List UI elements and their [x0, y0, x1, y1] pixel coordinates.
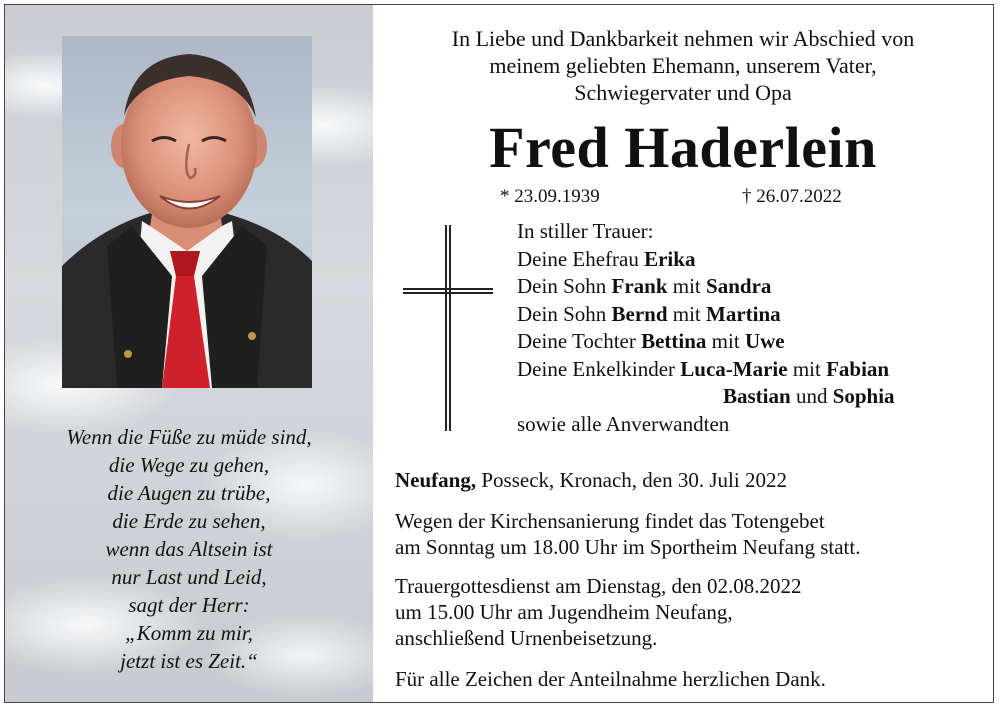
mourner-relation: Deine Enkelkinder — [517, 356, 681, 381]
left-panel — [5, 5, 373, 702]
poem-line: die Augen zu trübe, — [107, 481, 271, 505]
intro-line: In Liebe und Dankbarkeit nehmen wir Abschied von — [451, 26, 915, 51]
place-rest: Posseck, Kronach, den 30. Juli 2022 — [476, 468, 787, 492]
mourner-name: Bastian — [723, 384, 791, 408]
mourner-join: mit — [667, 301, 707, 326]
deceased-name: Fred Haderlein — [489, 115, 877, 180]
poem-line: nur Last und Leid, — [111, 565, 267, 589]
mourner-relation: Dein Sohn — [517, 274, 612, 298]
birth-date: * 23.09.1939 — [500, 186, 600, 207]
mourner-name: Erika — [644, 246, 696, 271]
service-line: Trauergottesdienst am Dienstag, den 02.08.2022 — [395, 574, 802, 598]
place-date-line — [395, 467, 787, 493]
mourner-join: mit — [667, 274, 707, 298]
portrait-illustration — [62, 36, 312, 388]
mourner-join: mit — [706, 329, 745, 353]
mourners-list — [517, 218, 895, 438]
mourner-name: Bettina — [641, 329, 707, 353]
place-bold: Neufang, — [395, 468, 477, 492]
mourner-join: mit — [787, 356, 827, 381]
poem-line: jetzt ist es Zeit.“ — [120, 649, 258, 673]
death-date: † 26.07.2022 — [742, 186, 842, 207]
portrait-photo — [62, 36, 312, 388]
mourner-row — [517, 246, 895, 274]
right-panel — [373, 5, 993, 702]
mourner-partner: Martina — [706, 301, 781, 326]
poem-line: „Komm zu mir, — [125, 621, 253, 645]
mourner-name: Frank — [611, 274, 668, 298]
intro-line: meinem geliebten Ehemann, unserem Vater, — [489, 53, 877, 78]
poem-line: die Erde zu sehen, — [112, 509, 266, 533]
mourner-name: Bernd — [611, 301, 668, 326]
prayer-notice — [395, 508, 860, 560]
poem-line: Wenn die Füße zu müde sind, — [66, 425, 312, 449]
intro-line: Schwiegervater und Opa — [574, 80, 792, 105]
poem — [5, 423, 373, 675]
obituary-notice — [4, 4, 994, 703]
mourner-join: und — [790, 384, 833, 408]
mourner-row — [517, 273, 895, 301]
poem-line: die Wege zu gehen, — [108, 453, 270, 477]
mourner-row — [517, 301, 895, 329]
poem-line: sagt der Herr: — [128, 593, 250, 617]
mourner-partner: Sophia — [832, 384, 895, 408]
poem-line: wenn das Altsein ist — [105, 537, 273, 561]
mourner-row — [517, 383, 895, 411]
service-line: anschließend Urnenbeisetzung. — [395, 626, 658, 650]
mourner-relation: Deine Ehefrau — [517, 246, 645, 271]
mourners-closing: sowie alle Anverwandten — [517, 411, 730, 436]
mourner-row — [517, 356, 895, 384]
mourner-relation: Dein Sohn — [517, 301, 612, 326]
thanks-line: Für alle Zeichen der Anteilnahme herzlichen Dank. — [395, 667, 826, 691]
mourners-heading: In stiller Trauer: — [517, 219, 654, 243]
prayer-line: Wegen der Kirchensanierung findet das Totengebet — [395, 509, 825, 533]
service-line: um 15.00 Uhr am Jugendheim Neufang, — [395, 600, 733, 624]
service-notice — [395, 573, 802, 651]
mourner-partner: Uwe — [744, 329, 785, 353]
mourner-partner: Fabian — [826, 356, 890, 381]
cross-icon — [403, 225, 493, 431]
mourner-row — [517, 328, 895, 356]
mourner-relation: Deine Tochter — [517, 329, 642, 353]
mourner-name: Luca-Marie — [680, 356, 788, 381]
prayer-line: am Sonntag um 18.00 Uhr im Sportheim Neufang statt. — [395, 535, 861, 559]
intro-text — [373, 25, 993, 106]
mourner-partner: Sandra — [706, 274, 772, 298]
